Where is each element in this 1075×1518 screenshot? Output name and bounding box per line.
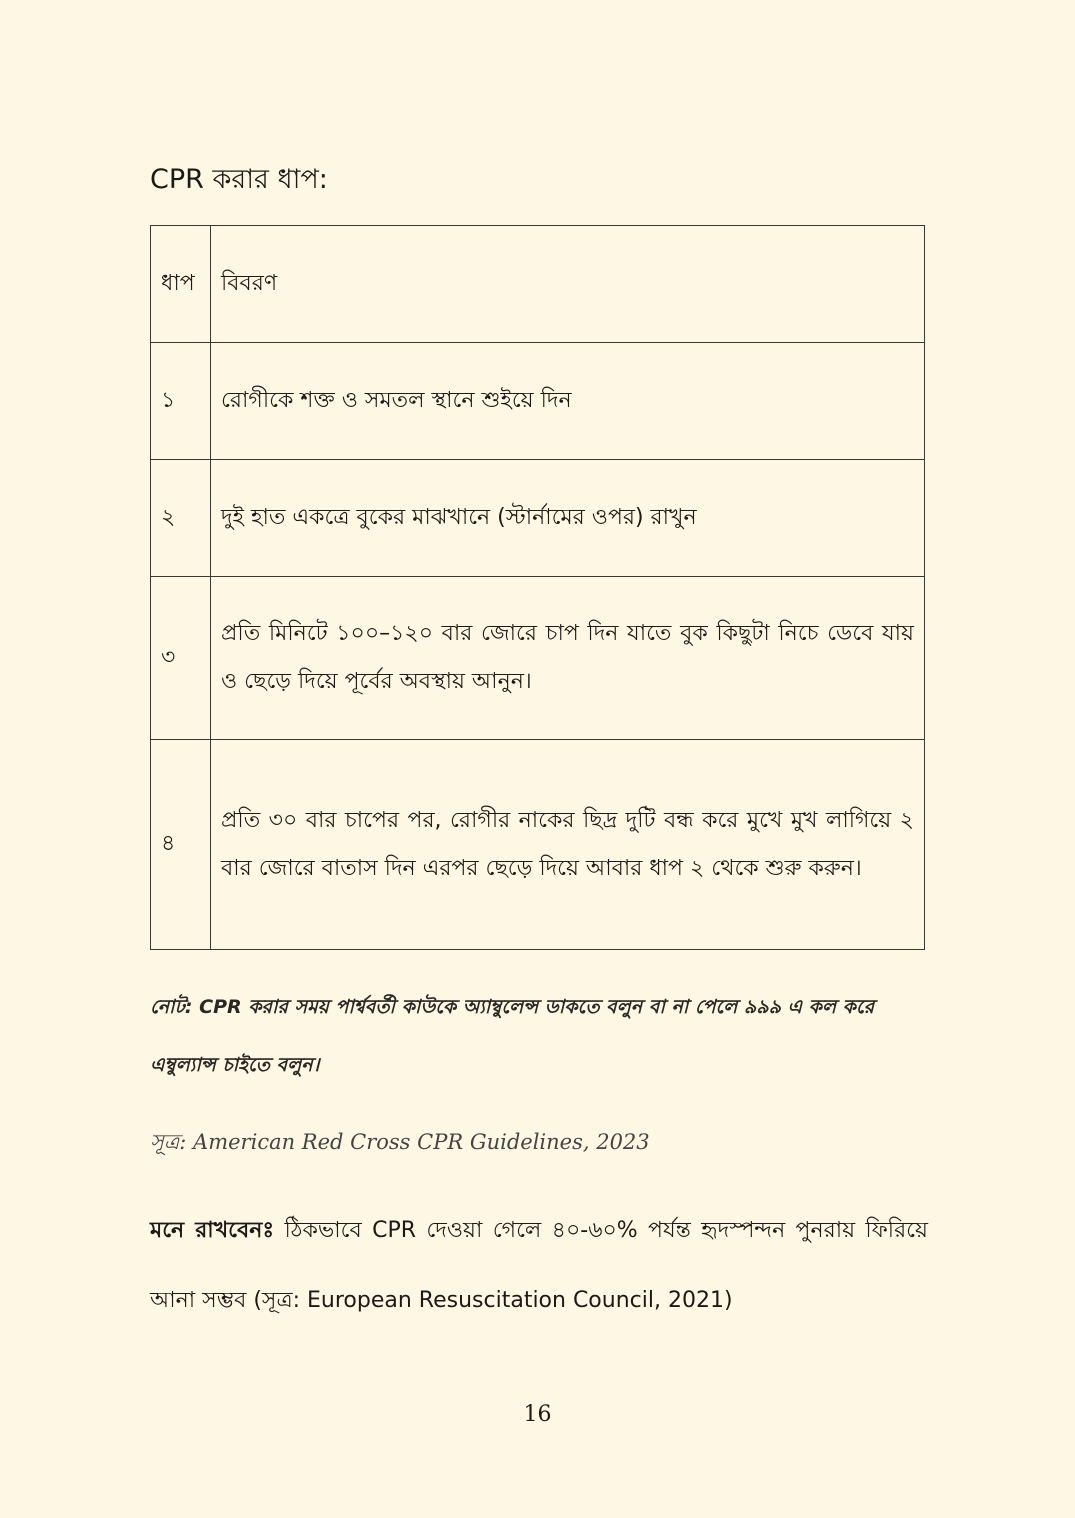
step-description: প্রতি মিনিটে ১০০–১২০ বার জোরে চাপ দিন যাতে বুক কিছুটা নিচে ডেবে যায় ও ছেড়ে দিয়ে পূর্বের অবস্থায় আনুন। [211, 577, 925, 740]
remember-text: ঠিকভাবে CPR দেওয়া গেলে ৪০-৬০% পর্যন্ত হৃদস্পন্দন পুনরায় ফিরিয়ে আনা সম্ভব (সূত্র: European Resuscitation Council, 2021) [150, 1218, 928, 1313]
ambulance-note: নোট: CPR করার সময় পার্শ্ববর্তী কাউকে অ্যাম্বুলেন্স ডাকতে বলুন বা না পেলে ৯৯৯ এ কল করে এম্বুল্যান্স চাইতে বলুন। [150, 996, 875, 1076]
table-row [151, 740, 925, 950]
step-number: ১ [151, 343, 211, 460]
table-header-row [151, 226, 925, 343]
step-number: ৩ [151, 577, 211, 740]
page-number: 16 [523, 1402, 552, 1427]
remember-label: মনে রাখবেনঃ [150, 1218, 275, 1243]
step-number: ৪ [151, 740, 211, 950]
step-number: ২ [151, 460, 211, 577]
source-citation: সূত্র: American Red Cross CPR Guidelines, 2023 [150, 1130, 650, 1154]
step-column-header: ধাপ [151, 226, 211, 343]
table-row [151, 460, 925, 577]
step-description: প্রতি ৩০ বার চাপের পর, রোগীর নাকের ছিদ্র দুটি বন্ধ করে মুখে মুখ লাগিয়ে ২ বার জোরে বাতাস দিন এরপর ছেড়ে দিয়ে আবার ধাপ ২ থেকে শুরু করুন। [211, 740, 925, 950]
section-heading: CPR করার ধাপ: [150, 164, 328, 195]
step-description: রোগীকে শক্ত ও সমতল স্থানে শুইয়ে দিন [211, 343, 925, 460]
description-column-header: বিবরণ [211, 226, 925, 343]
remember-paragraph [150, 1196, 928, 1336]
table-row [151, 577, 925, 740]
table-row [151, 343, 925, 460]
step-description: দুই হাত একত্রে বুকের মাঝখানে (স্টার্নামের ওপর) রাখুন [211, 460, 925, 577]
cpr-steps-table [150, 225, 925, 950]
